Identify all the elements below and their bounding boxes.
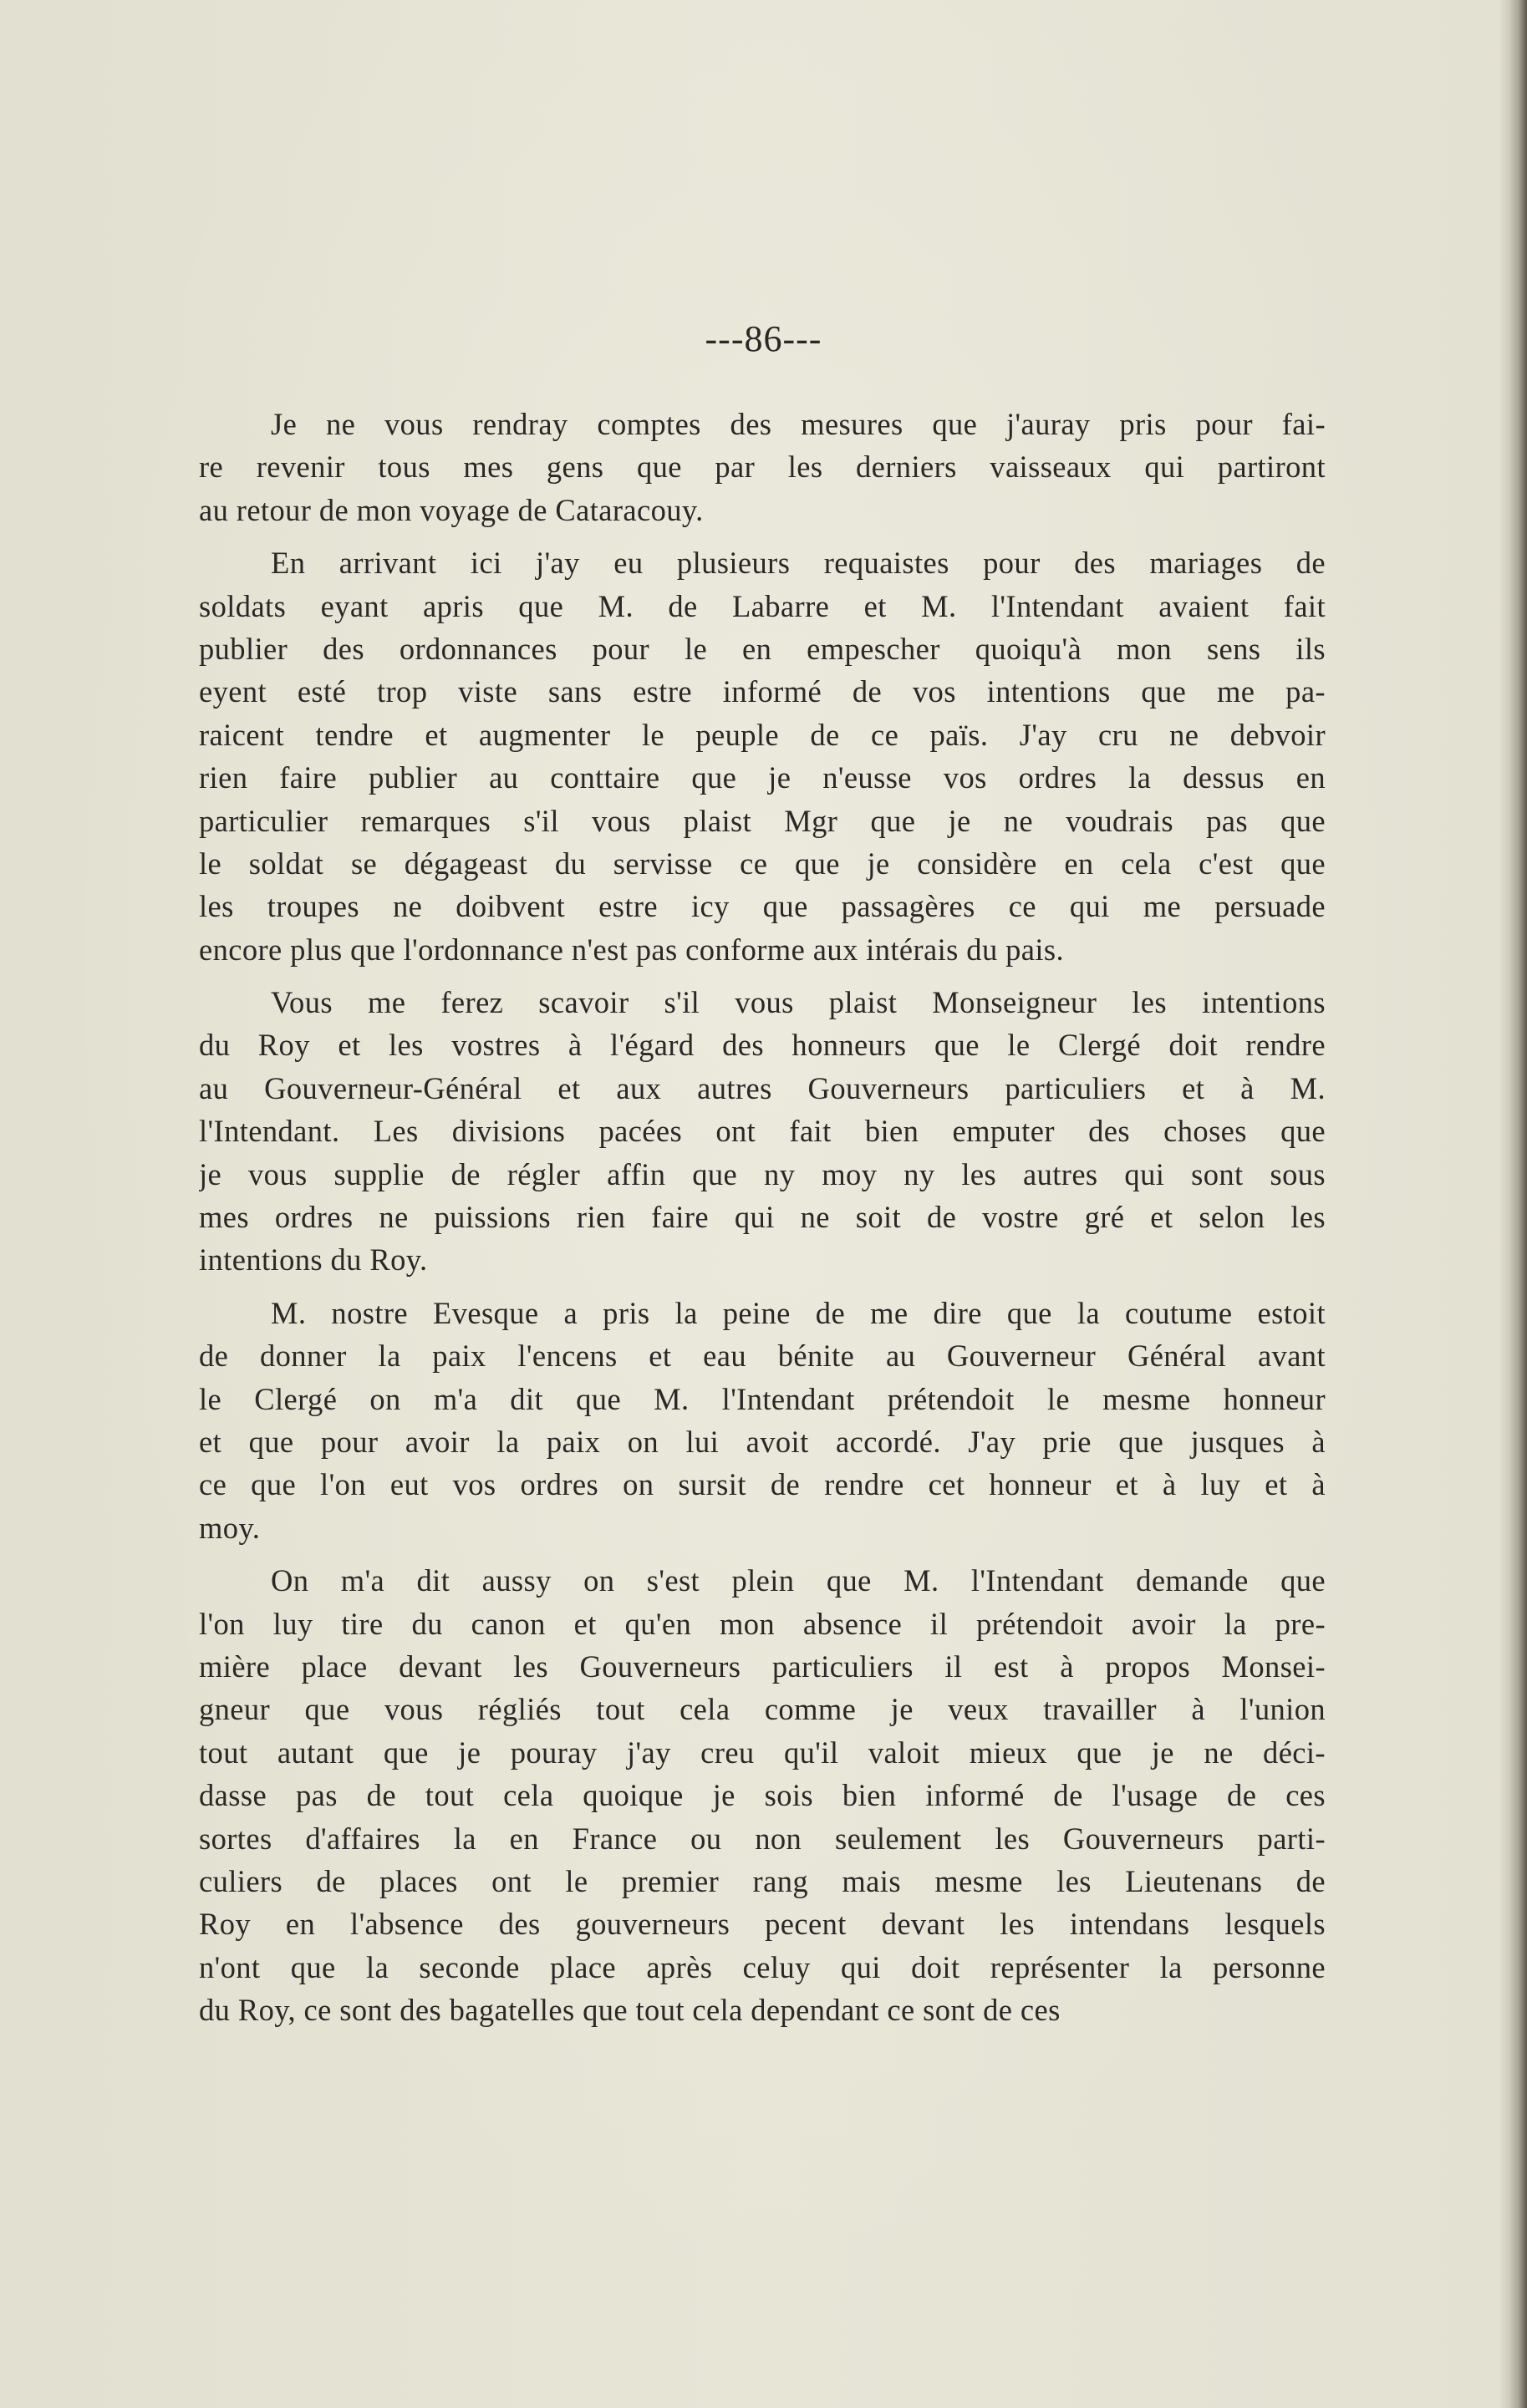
text-line: de donner la paix l'encens et eau bénite au Gouverneur Général avant (199, 1339, 1326, 1374)
text-line: M. nostre Evesque a pris la peine de me dire que la coutume estoit (271, 1295, 1326, 1330)
text-line: particulier remarques s'il vous plaist Mgr que je ne voudrais pas que (199, 803, 1326, 838)
text-line: l'on luy tire du canon et qu'en mon absence il prétendoit avoir la pre- (199, 1606, 1326, 1641)
page-number: ---86--- (705, 318, 822, 359)
text-line: au retour de mon voyage de Cataracouy. (199, 492, 704, 527)
text-line: n'ont que la seconde place après celuy qui doit représenter la personne (199, 1949, 1326, 1984)
text-line: intentions du Roy. (199, 1242, 428, 1278)
text-line: re revenir tous mes gens que par les derniers vaisseaux qui partiront (199, 450, 1326, 485)
text-line: du Roy et les vostres à l'égard des honneurs que le Clergé doit rendre (199, 1028, 1326, 1063)
text-line: soldats eyant apris que M. de Labarre et M. l'Intendant avaient fait (199, 588, 1326, 623)
text-line: encore plus que l'ordonnance n'est pas conforme aux intérais du pais. (199, 932, 1065, 967)
paragraph (199, 1559, 1326, 2031)
text-line: ce que l'on eut vos ordres on sursit de rendre cet honneur et à luy et à (199, 1467, 1326, 1502)
text-line: et que pour avoir la paix on lui avoit accordé. J'ay prie que jusques à (199, 1424, 1326, 1459)
text-line: Roy en l'absence des gouverneurs pecent devant les intendans lesquels (199, 1907, 1326, 1942)
text-line: Je ne vous rendray comptes des mesures que j'auray pris pour fai- (271, 407, 1326, 441)
text-line: du Roy, ce sont des bagatelles que tout cela dependant ce sont de ces (199, 1993, 1061, 2028)
text-line: culiers de places ont le premier rang mais mesme les Lieutenans de (199, 1863, 1326, 1898)
text-line: je vous supplie de régler affin que ny moy ny les autres qui sont sous (199, 1156, 1326, 1191)
text-line: rien faire publier au conttaire que je n'eusse vos ordres la dessus en (199, 760, 1326, 795)
page-spine-shadow (1499, 0, 1527, 2408)
paragraph (199, 1292, 1326, 1549)
text-line: les troupes ne doibvent estre icy que passagères ce qui me persuade (199, 889, 1326, 924)
text-line: mes ordres ne puissions rien faire qui ne soit de vostre gré et selon les (199, 1200, 1326, 1235)
text-line: le soldat se dégageast du servisse ce que je considère en cela c'est que (199, 846, 1326, 881)
text-line: le Clergé on m'a dit que M. l'Intendant prétendoit le mesme honneur (199, 1381, 1326, 1416)
text-line: On m'a dit aussy on s'est plein que M. l'Intendant demande que (271, 1563, 1326, 1598)
text-line: gneur que vous régliés tout cela comme je veux travailler à l'union (199, 1692, 1326, 1727)
text-line: dasse pas de tout cela quoique je sois bien informé de l'usage de ces (199, 1778, 1326, 1813)
text-line: tout autant que je pouray j'ay creu qu'il valoit mieux que je ne déci- (199, 1735, 1326, 1770)
text-line: Vous me ferez scavoir s'il vous plaist Monseigneur les intentions (271, 985, 1326, 1020)
paragraph (199, 403, 1326, 531)
text-line: moy. (199, 1510, 261, 1545)
paragraph (199, 541, 1326, 971)
text-line: sortes d'affaires la en France ou non seulement les Gouverneurs parti- (199, 1821, 1326, 1856)
text-line: mière place devant les Gouverneurs particuliers il est à propos Monsei- (199, 1649, 1326, 1684)
text-line: publier des ordonnances pour le en empescher quoiqu'à mon sens ils (199, 631, 1326, 666)
text-line: l'Intendant. Les divisions pacées ont fait bien emputer des choses que (199, 1114, 1326, 1149)
text-line: eyent esté trop viste sans estre informé de vos intentions que me pa- (199, 674, 1326, 709)
text-line: au Gouverneur-Général et aux autres Gouverneurs particuliers et à M. (199, 1070, 1326, 1105)
text-line: raicent tendre et augmenter le peuple de ce païs. J'ay cru ne debvoir (199, 717, 1326, 752)
body-text (199, 403, 1326, 2041)
text-line: En arrivant ici j'ay eu plusieurs requaistes pour des mariages de (271, 546, 1326, 581)
paragraph (199, 981, 1326, 1282)
